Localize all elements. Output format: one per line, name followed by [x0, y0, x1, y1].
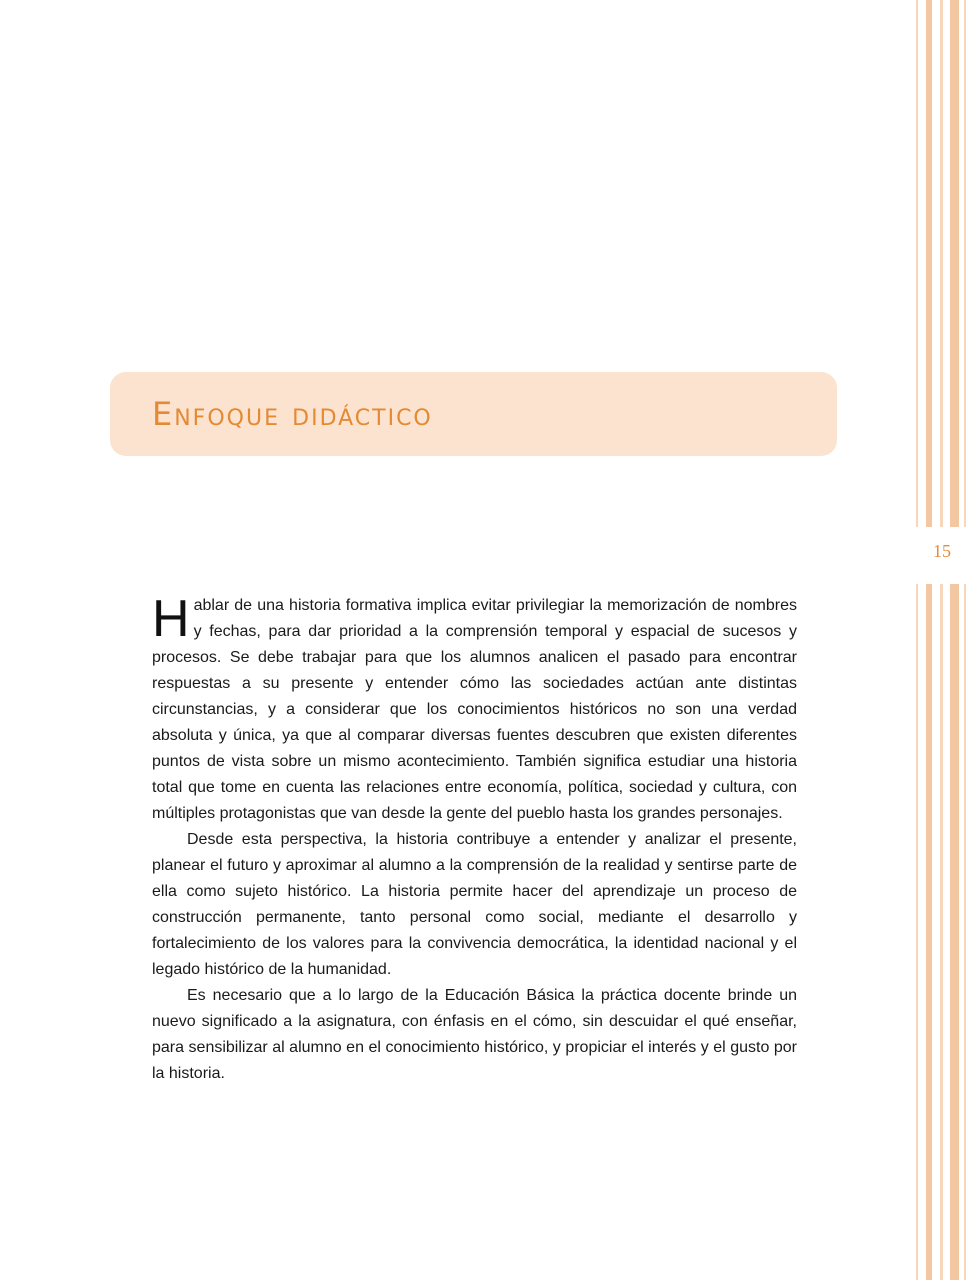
- paragraph-1: [152, 590, 797, 827]
- section-header-banner: [110, 372, 837, 456]
- decorative-side-stripes: [912, 0, 972, 1280]
- body-text: [152, 590, 797, 1087]
- drop-cap: H: [152, 590, 190, 648]
- paragraph-1-text: ablar de una historia formativa implica evitar privilegiar la memorización de nombres y fechas, para dar prioridad a la comprensión temporal y espacial de sucesos y procesos. Se debe trabajar para que los alumnos analicen el pasado para encontrar respuestas a su presente y entender cómo las sociedades actúan ante distintas circunstancias, y a considerar que los conocimientos históricos no son una verdad absoluta y única, ya que al comparar diversas fuentes descubren que existen diferentes puntos de vista sobre un mismo acontecimiento. También significa estudiar una historia total que tome en cuenta las relaciones entre economía, política, sociedad y cultura, con múltiples protagonistas que van desde la gente del pueblo hasta los grandes personajes.: [152, 597, 797, 822]
- paragraph-3: Es necesario que a lo largo de la Educación Básica la práctica docente brinde un nuevo significado a la asignatura, con énfasis en el cómo, sin descuidar el qué enseñar, para sensibilizar al alumno en el conocimiento histórico, y propiciar el interés y el gusto por la historia.: [152, 987, 797, 1082]
- page-number: 15: [933, 541, 951, 561]
- paragraph-2: Desde esta perspectiva, la historia contribuye a entender y analizar el presente, planear el futuro y aproximar al alumno a la comprensión de la realidad y sentirse parte de ella como sujeto histórico. La historia permite hacer del aprendizaje un proceso de construcción permanente, tanto personal como social, mediante el desarrollo y fortalecimiento de los valores para la convivencia democrática, la identidad nacional y el legado histórico de la humanidad.: [152, 831, 797, 978]
- section-title: Enfoque didáctico: [152, 395, 433, 433]
